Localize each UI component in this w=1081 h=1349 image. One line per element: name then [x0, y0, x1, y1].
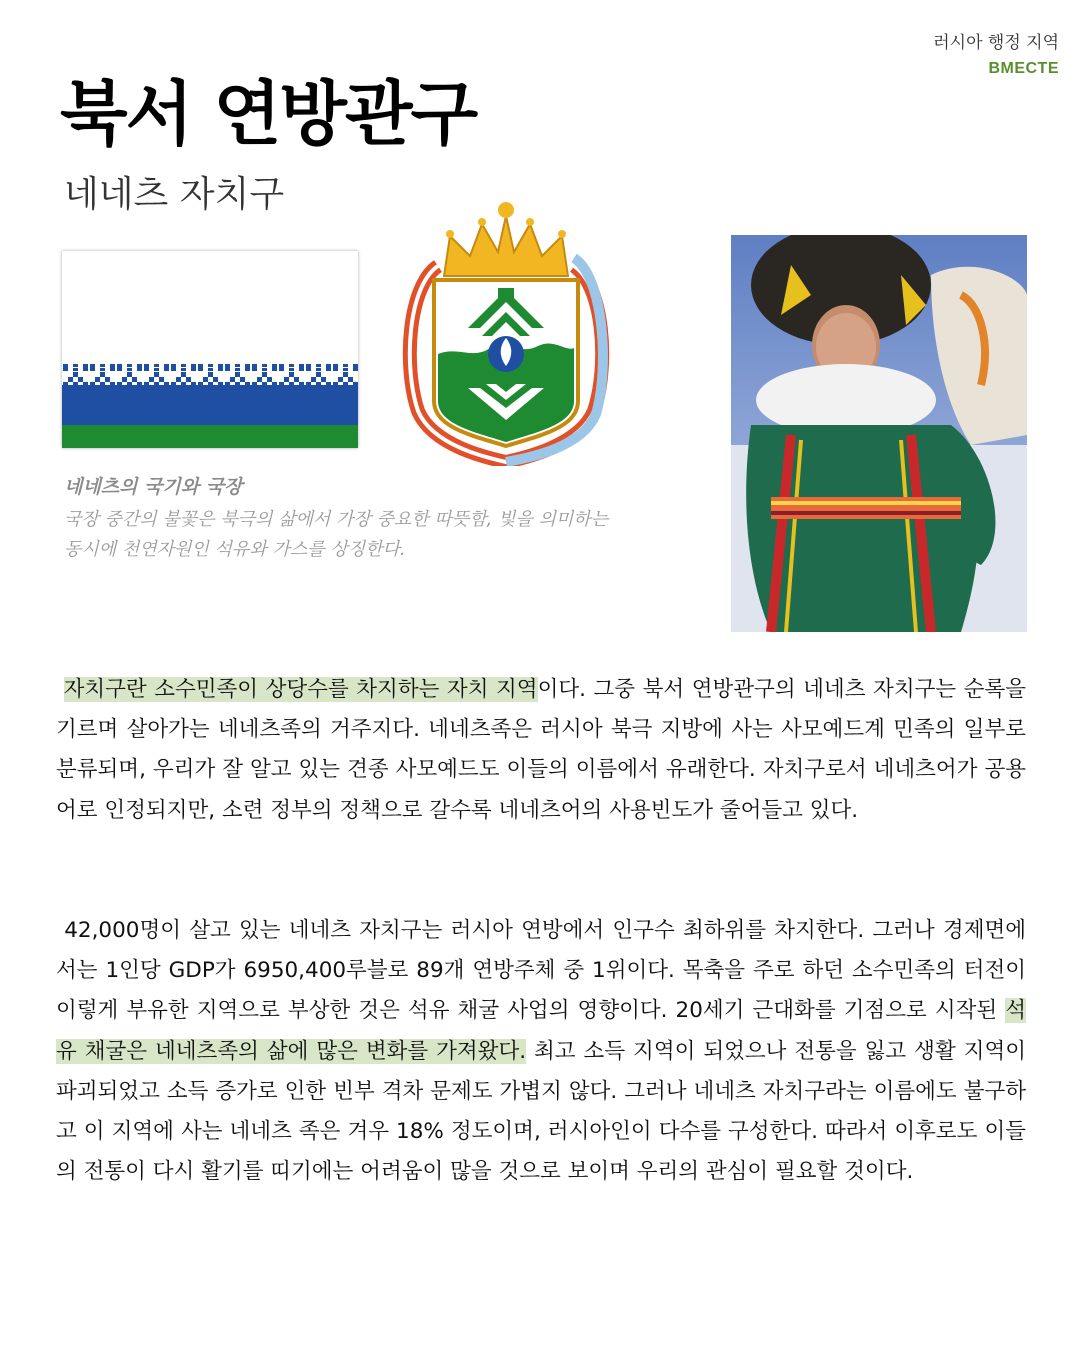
- brand-logo: BMECTE: [988, 60, 1059, 77]
- caption-line-1: 국장 중간의 불꽃은 북극의 삶에서 가장 중요한 따뜻함, 빛을 의미하는: [64, 509, 609, 530]
- highlight-text-2: 석유 채굴은 네네츠족의 삶에 많은 변화를 가져왔다.: [56, 998, 1026, 1064]
- flag-image: [62, 251, 358, 448]
- page-subtitle: 네네츠 자치구: [64, 174, 285, 215]
- series-label: 러시아 행정 지역: [933, 33, 1059, 53]
- caption-text: [64, 505, 704, 565]
- paragraph-2-text-before: 42,000명이 살고 있는 네네츠 자치구는 러시아 연방에서 인구수 최하위를 차지한다. 그러나 경제면에서는 1인당 GDP가 6950,400루블로 89개 연방주체 중 1위이다. 목축을 주로 하던 소수민족의 터전이 이렇게 부유한 지역으로 부상한 것은 석유 채굴 사업의 영향이다. 20세기 근대화를 기점으로 시작된: [56, 918, 1026, 1024]
- page-title: 북서 연방관구: [60, 73, 477, 155]
- coat-of-arms-image: [398, 196, 614, 466]
- nenets-child-photo: [731, 235, 1027, 632]
- body-paragraph-1: [56, 670, 1026, 831]
- caption-line-2: 동시에 천연자원인 석유와 가스를 상징한다.: [64, 539, 406, 560]
- highlight-text-1: 자치구란 소수민족이 상당수를 차지하는 자치 지역: [63, 677, 538, 702]
- image-caption: [64, 472, 704, 565]
- paragraph-2-text-after: 최고 소득 지역이 되었으나 전통을 잃고 생활 지역이 파괴되었고 소득 증가로 인한 빈부 격차 문제도 가볍지 않다. 그러나 네네츠 자치구라는 이름에도 불구하고 이 지역에 사는 네네츠 족은 겨우 18% 정도이며, 러시아인이 다수를 구성한다. 따라서 이후로도 이들의 전통이 다시 활기를 띠기에는 어려움이 많을 것으로 보이며 우리의 관심이 필요할 것이다.: [56, 1038, 1026, 1185]
- caption-title: 네네츠의 국기와 국장: [64, 476, 243, 498]
- body-paragraph-2: [56, 911, 1026, 1192]
- paragraph-1-text: 이다. 그중 북서 연방관구의 네네츠 자치구는 순록을 기르며 살아가는 네네츠족의 거주지다. 네네츠족은 러시아 북극 지방에 사는 사모예드계 민족의 일부로 분류되며, 우리가 잘 알고 있는 견종 사모예드도 이들의 이름에서 유래한다. 자치구로서 네네츠어가 공용어로 인정되지만, 소련 정부의 정책으로 갈수록 네네츠어의 사용빈도가 줄어들고 있다.: [56, 677, 1026, 823]
